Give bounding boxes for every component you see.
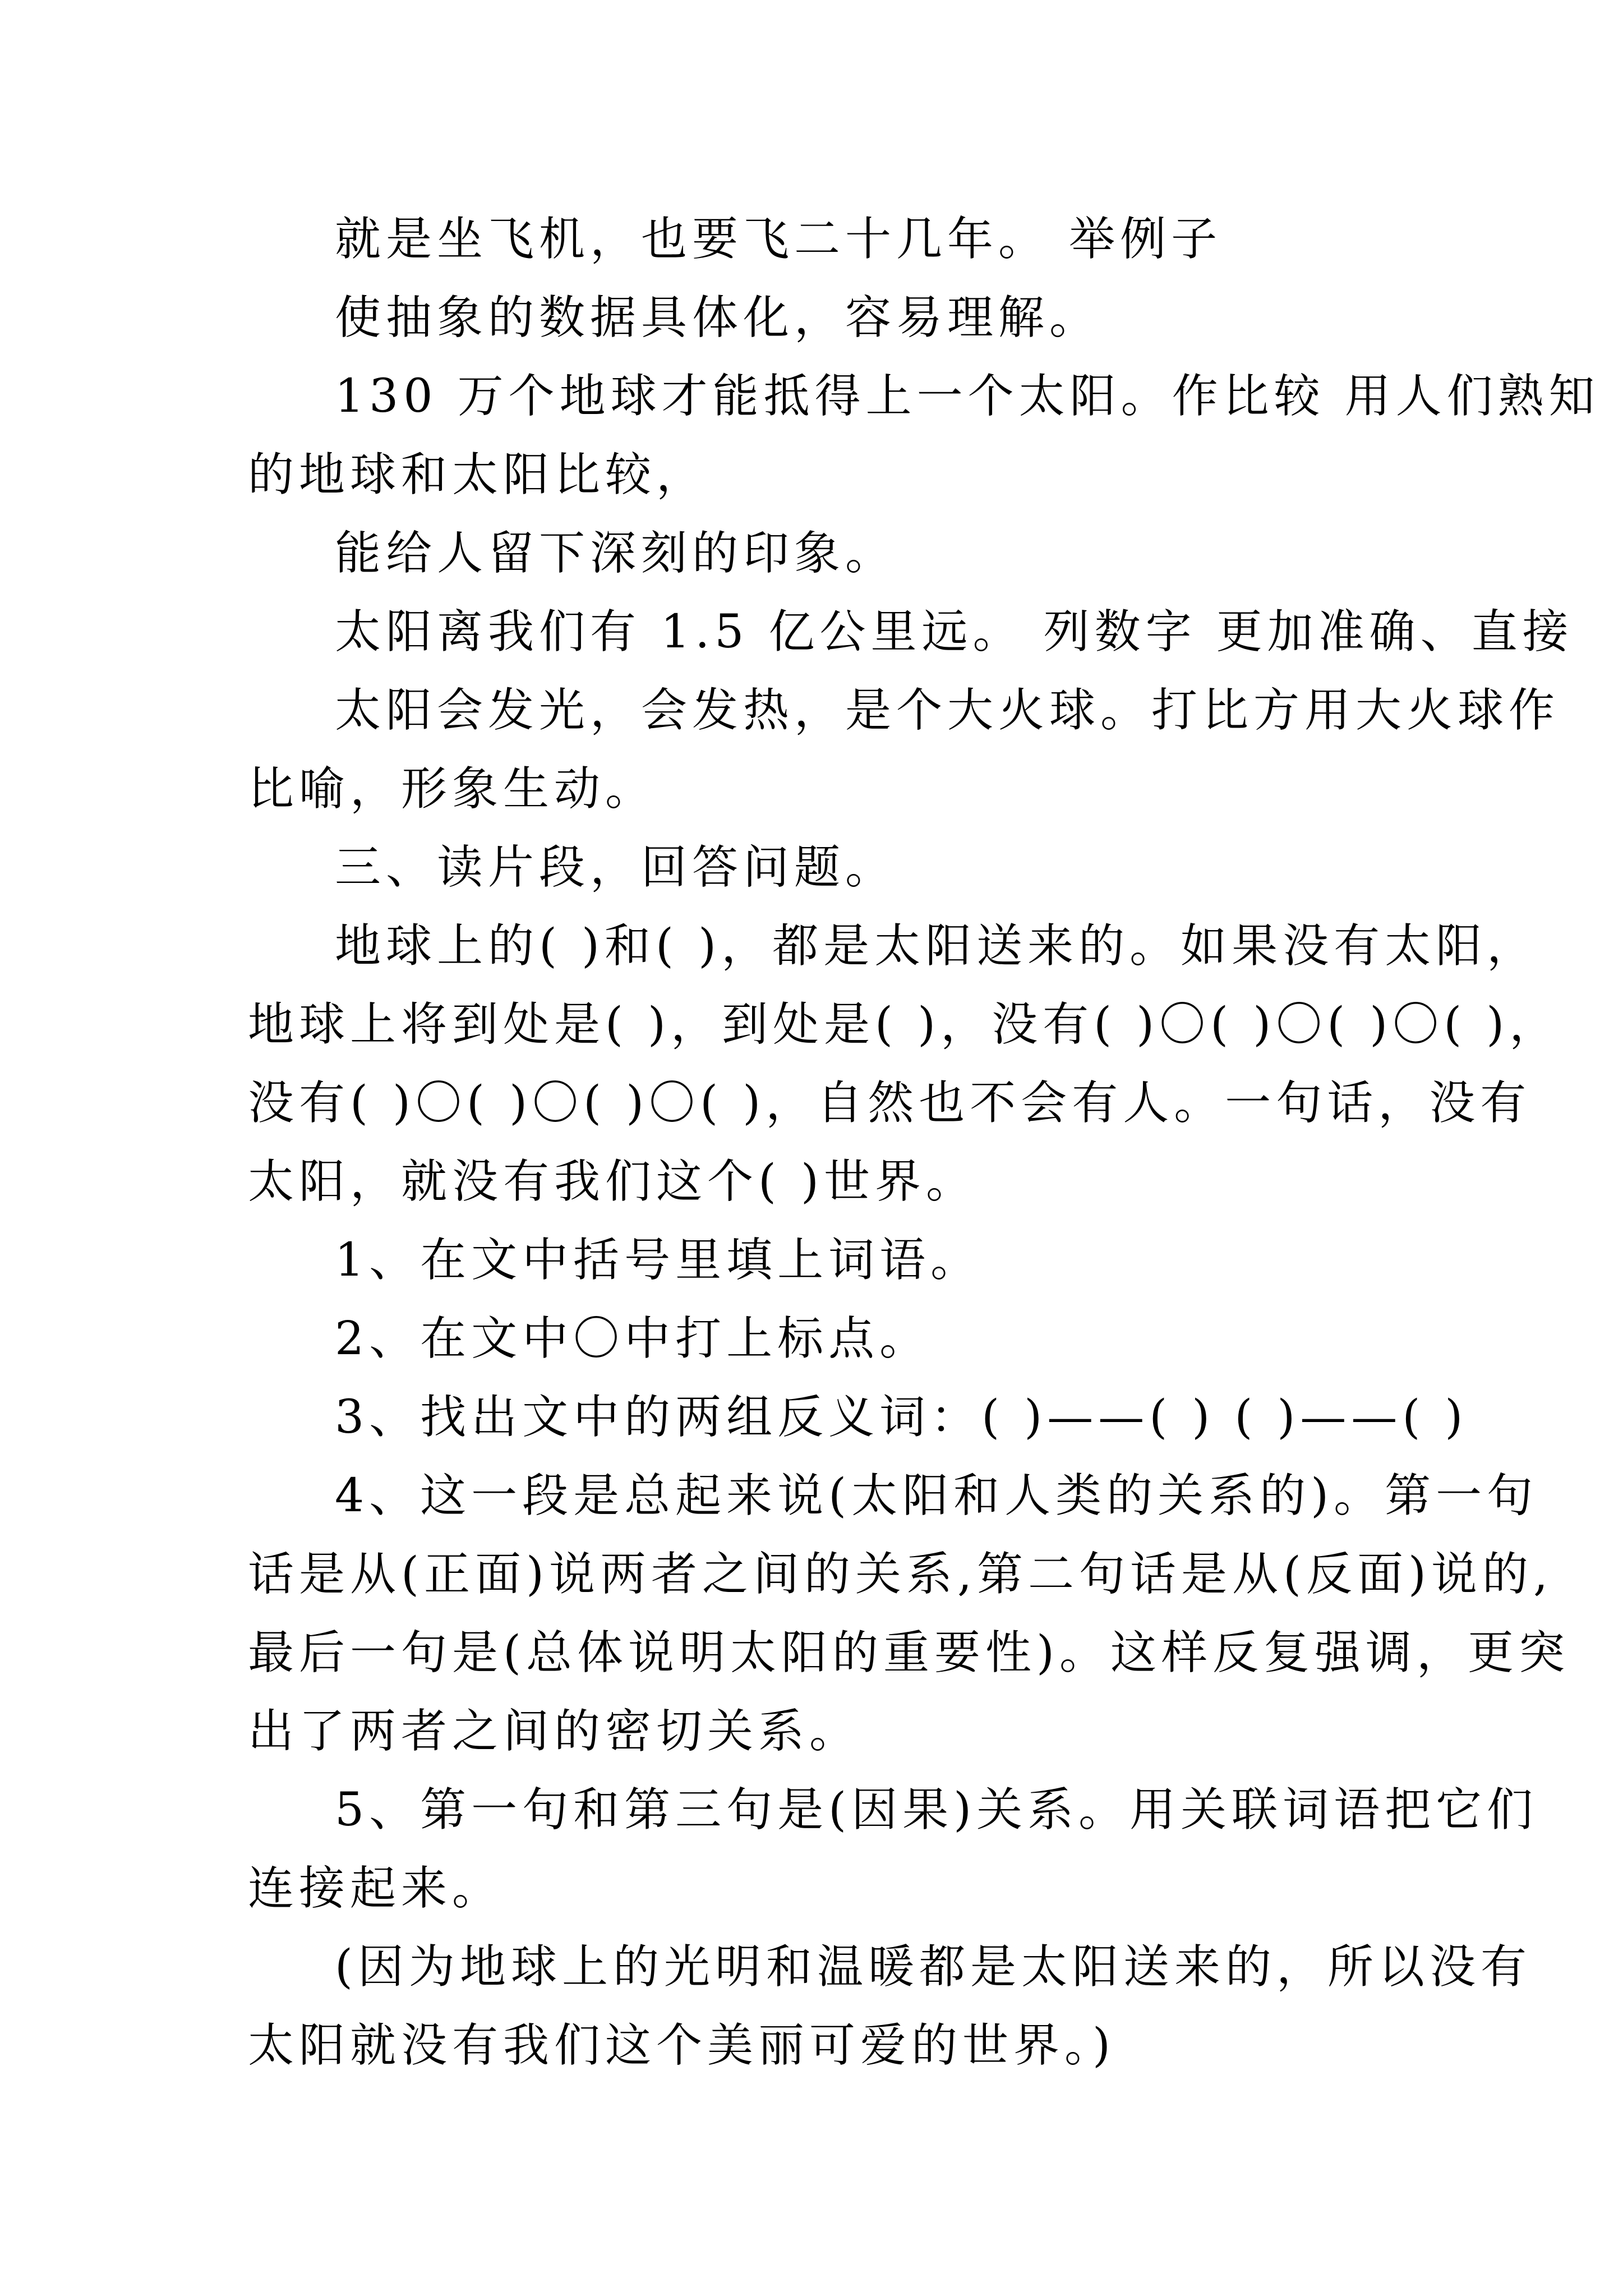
section-heading: 三、读片段，回答问题。 (335, 841, 897, 894)
text-line: 连接起来。 (248, 1862, 504, 1915)
question-item: 4、这一段是总起来说(太阳和人类的关系的)。第一句 (335, 1469, 1538, 1522)
question-item: 3、找出文中的两组反义词：( )——( ) ( )——( ) (335, 1391, 1468, 1444)
question-item: 2、在文中〇中打上标点。 (335, 1312, 931, 1365)
text-line: 话是从(正面)说两者之间的关系,第二句话是从(反面)说的, (248, 1548, 1553, 1601)
text-line: 的地球和太阳比较， (248, 448, 708, 501)
question-item: 5、第一句和第三句是(因果)关系。用关联词语把它们 (335, 1783, 1538, 1837)
text-line: 就是坐飞机，也要飞二十几年。 举例子 (335, 213, 1223, 266)
text-line: 比喻，形象生动。 (248, 762, 657, 816)
answer-line: (因为地球上的光明和温暖都是太阳送来的，所以没有 (335, 1940, 1532, 1994)
text-line: 出了两者之间的密切关系。 (248, 1705, 861, 1758)
text-line: 能给人留下深刻的印象。 (335, 527, 897, 580)
answer-line: 太阳就没有我们这个美丽可爱的世界。) (248, 2019, 1115, 2072)
text-line: 地球上的( )和( )，都是太阳送来的。如果没有太阳， (335, 919, 1538, 973)
text-line: 太阳会发光，会发热，是个大火球。打比方用大火球作 (335, 684, 1560, 737)
text-line: 太阳离我们有 1.5 亿公里远。 列数字 更加准确、直接 (335, 605, 1574, 659)
text-line: 没有( )〇( )〇( )〇( )，自然也不会有人。一句话，没有 (248, 1076, 1532, 1130)
text-line: 使抽象的数据具体化，容易理解。 (335, 291, 1101, 344)
text-line: 130 万个地球才能抵得上一个太阳。作比较 用人们熟知 (335, 370, 1600, 423)
text-line: 太阳，就没有我们这个( )世界。 (248, 1155, 978, 1208)
text-line: 最后一句是(总体说明太阳的重要性)。这样反复强调，更突 (248, 1626, 1570, 1680)
text-line: 地球上将到处是( )，到处是( )，没有( )〇( )〇( )〇( )， (248, 998, 1561, 1051)
question-item: 1、在文中括号里填上词语。 (335, 1234, 982, 1287)
